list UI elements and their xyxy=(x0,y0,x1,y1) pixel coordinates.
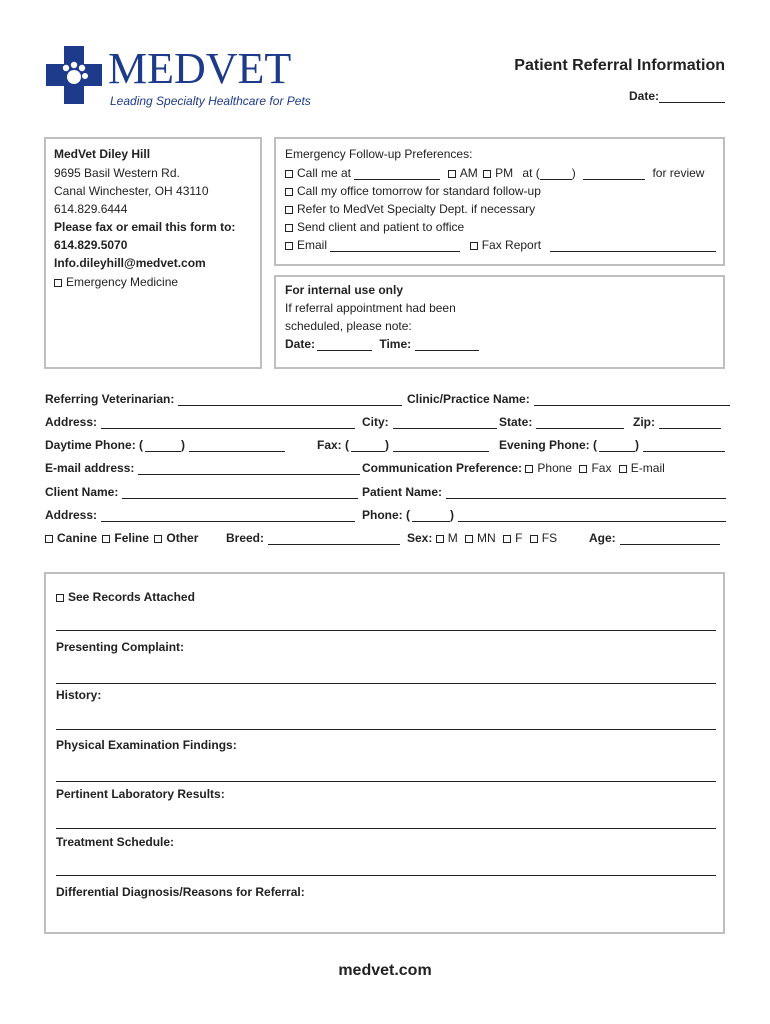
city-label: City: xyxy=(362,415,389,429)
internal-title: For internal use only xyxy=(285,283,404,297)
records-line[interactable] xyxy=(56,630,716,631)
send-client-checkbox[interactable] xyxy=(285,224,293,232)
lab-label: Pertinent Laboratory Results: xyxy=(56,787,225,801)
patient-name-label: Patient Name: xyxy=(362,485,443,499)
sex-mn-label: MN xyxy=(477,531,496,545)
physical-line[interactable] xyxy=(56,781,716,782)
refer-checkbox[interactable] xyxy=(285,206,293,214)
fax-label: Fax: ( xyxy=(317,438,350,452)
location-email: Info.dileyhill@medvet.com xyxy=(54,256,206,270)
pm-checkbox[interactable] xyxy=(483,170,491,178)
send-client-option[interactable] xyxy=(285,220,464,234)
feline-checkbox[interactable] xyxy=(102,535,110,543)
emergency-medicine-label: Emergency Medicine xyxy=(66,275,179,289)
location-city: Canal Winchester, OH 43110 xyxy=(54,184,209,198)
canine-checkbox[interactable] xyxy=(45,535,53,543)
state-label: State: xyxy=(499,415,533,429)
lab-line[interactable] xyxy=(56,828,716,829)
at-close-label: ) xyxy=(571,166,576,180)
internal-line2: scheduled, please note: xyxy=(285,319,412,333)
fax-field[interactable] xyxy=(317,438,489,452)
location-name: MedVet Diley Hill xyxy=(54,147,151,161)
refer-label: Refer to MedVet Specialty Dept. if necessary xyxy=(297,202,536,216)
email-checkbox[interactable] xyxy=(285,242,293,250)
paren-close: ) xyxy=(450,508,454,522)
email-address-field[interactable] xyxy=(45,461,360,475)
email-address-label: E-mail address: xyxy=(45,461,135,475)
for-review-label: for review xyxy=(652,166,705,180)
fax-report-label: Fax Report xyxy=(481,238,542,252)
comm-phone-label: Phone xyxy=(537,461,573,475)
am-checkbox[interactable] xyxy=(448,170,456,178)
call-me-time-input[interactable] xyxy=(354,169,440,180)
internal-time-label: Time: xyxy=(379,337,412,351)
page-title: Patient Referral Information xyxy=(514,57,725,74)
emergency-medicine-option[interactable] xyxy=(54,275,178,289)
sex-mn-checkbox[interactable] xyxy=(465,535,473,543)
other-label: Other xyxy=(166,531,199,545)
daytime-phone-field[interactable] xyxy=(45,438,285,452)
internal-date-time-row xyxy=(285,337,479,351)
sex-f-label: F xyxy=(515,531,523,545)
client-phone-field[interactable] xyxy=(362,508,726,522)
comm-fax-checkbox[interactable] xyxy=(579,465,587,473)
emergency-medicine-checkbox[interactable] xyxy=(54,279,62,287)
paren-close: ) xyxy=(635,438,640,452)
zip-field[interactable] xyxy=(633,415,721,429)
sex-fs-checkbox[interactable] xyxy=(530,535,538,543)
sex-f-checkbox[interactable] xyxy=(503,535,511,543)
call-me-phone-input[interactable] xyxy=(583,169,645,180)
sex-label: Sex: xyxy=(407,531,433,545)
records-label: See Records Attached xyxy=(68,590,195,604)
fax-report-checkbox[interactable] xyxy=(470,242,478,250)
call-me-checkbox[interactable] xyxy=(285,170,293,178)
location-fax: 614.829.5070 xyxy=(54,238,128,252)
followup-title: Emergency Follow-up Preferences: xyxy=(285,147,473,161)
address-label: Address: xyxy=(45,415,98,429)
fax-report-input[interactable] xyxy=(550,241,716,252)
evening-phone-label: Evening Phone: ( xyxy=(499,438,598,452)
sex-m-checkbox[interactable] xyxy=(436,535,444,543)
send-client-label: Send client and patient to office xyxy=(297,220,465,234)
client-name-field[interactable] xyxy=(45,485,358,499)
email-option-label: Email xyxy=(297,238,328,252)
comm-pref-field xyxy=(362,461,665,475)
evening-phone-field[interactable] xyxy=(499,438,725,452)
history-line[interactable] xyxy=(56,729,716,730)
sex-fs-label: FS xyxy=(541,531,558,545)
call-me-row[interactable] xyxy=(285,166,704,180)
referring-vet-field[interactable] xyxy=(45,392,402,406)
email-input[interactable] xyxy=(330,241,460,252)
comm-email-checkbox[interactable] xyxy=(619,465,627,473)
other-checkbox[interactable] xyxy=(154,535,162,543)
breed-field[interactable] xyxy=(226,531,400,545)
breed-label: Breed: xyxy=(226,531,265,545)
records-checkbox[interactable] xyxy=(56,594,64,602)
presenting-line[interactable] xyxy=(56,683,716,684)
clinic-field[interactable] xyxy=(407,392,730,406)
date-field[interactable] xyxy=(629,89,725,103)
age-field[interactable] xyxy=(589,531,720,545)
location-phone: 614.829.6444 xyxy=(54,202,128,216)
clinical-box xyxy=(44,572,725,934)
refer-option[interactable] xyxy=(285,202,535,216)
treatment-line[interactable] xyxy=(56,875,716,876)
footer-url[interactable]: medvet.com xyxy=(338,962,432,979)
call-me-label: Call me at xyxy=(297,166,352,180)
comm-pref-label: Communication Preference: xyxy=(362,461,523,475)
treatment-label: Treatment Schedule: xyxy=(56,835,175,849)
zip-label: Zip: xyxy=(633,415,655,429)
internal-line1: If referral appointment had been xyxy=(285,301,456,315)
client-phone-label: Phone: ( xyxy=(362,508,410,522)
state-field[interactable] xyxy=(499,415,624,429)
client-address-label: Address: xyxy=(45,508,98,522)
city-field[interactable] xyxy=(362,415,497,429)
internal-time-input[interactable] xyxy=(415,340,479,351)
canine-label: Canine xyxy=(57,531,98,545)
date-label: Date: xyxy=(628,89,659,103)
species-field xyxy=(45,531,198,545)
comm-phone-checkbox[interactable] xyxy=(525,465,533,473)
comm-email-label: E-mail xyxy=(630,461,665,475)
brand-tagline: Leading Specialty Healthcare for Pets xyxy=(110,94,311,108)
sex-m-label: M xyxy=(447,531,458,545)
feline-label: Feline xyxy=(114,531,150,545)
referring-vet-label: Referring Veterinarian: xyxy=(45,392,175,406)
at-open-label: at ( xyxy=(522,166,540,180)
cross-paw-icon xyxy=(44,44,104,106)
internal-date-input[interactable] xyxy=(317,340,372,351)
records-option[interactable] xyxy=(56,590,195,604)
logo xyxy=(44,44,344,114)
physical-label: Physical Examination Findings: xyxy=(56,738,237,752)
sex-field xyxy=(407,531,557,545)
client-address-field[interactable] xyxy=(45,508,355,522)
call-me-phone-area[interactable] xyxy=(540,169,572,180)
email-fax-row[interactable] xyxy=(285,238,716,252)
patient-name-field[interactable] xyxy=(362,485,726,499)
am-label: AM xyxy=(459,166,478,180)
age-label: Age: xyxy=(589,531,616,545)
call-tomorrow-label: Call my office tomorrow for standard follow-up xyxy=(297,184,541,198)
location-street: 9695 Basil Western Rd. xyxy=(54,166,180,180)
internal-date-label: Date: xyxy=(285,337,316,351)
presenting-label: Presenting Complaint: xyxy=(56,640,185,654)
call-tomorrow-option[interactable] xyxy=(285,184,541,198)
daytime-phone-label: Daytime Phone: ( xyxy=(45,438,144,452)
paren-close: ) xyxy=(385,438,390,452)
paren-close: ) xyxy=(181,438,186,452)
differential-label: Differential Diagnosis/Reasons for Referral: xyxy=(56,885,305,899)
fax-prompt: Please fax or email this form to: xyxy=(54,220,236,234)
history-label: History: xyxy=(56,688,102,702)
address-field[interactable] xyxy=(45,415,355,429)
comm-fax-label: Fax xyxy=(591,461,612,475)
client-name-label: Client Name: xyxy=(45,485,119,499)
pm-label: PM xyxy=(495,166,514,180)
call-tomorrow-checkbox[interactable] xyxy=(285,188,293,196)
clinic-label: Clinic/Practice Name: xyxy=(407,392,530,406)
brand-name: MEDVET xyxy=(108,44,292,93)
